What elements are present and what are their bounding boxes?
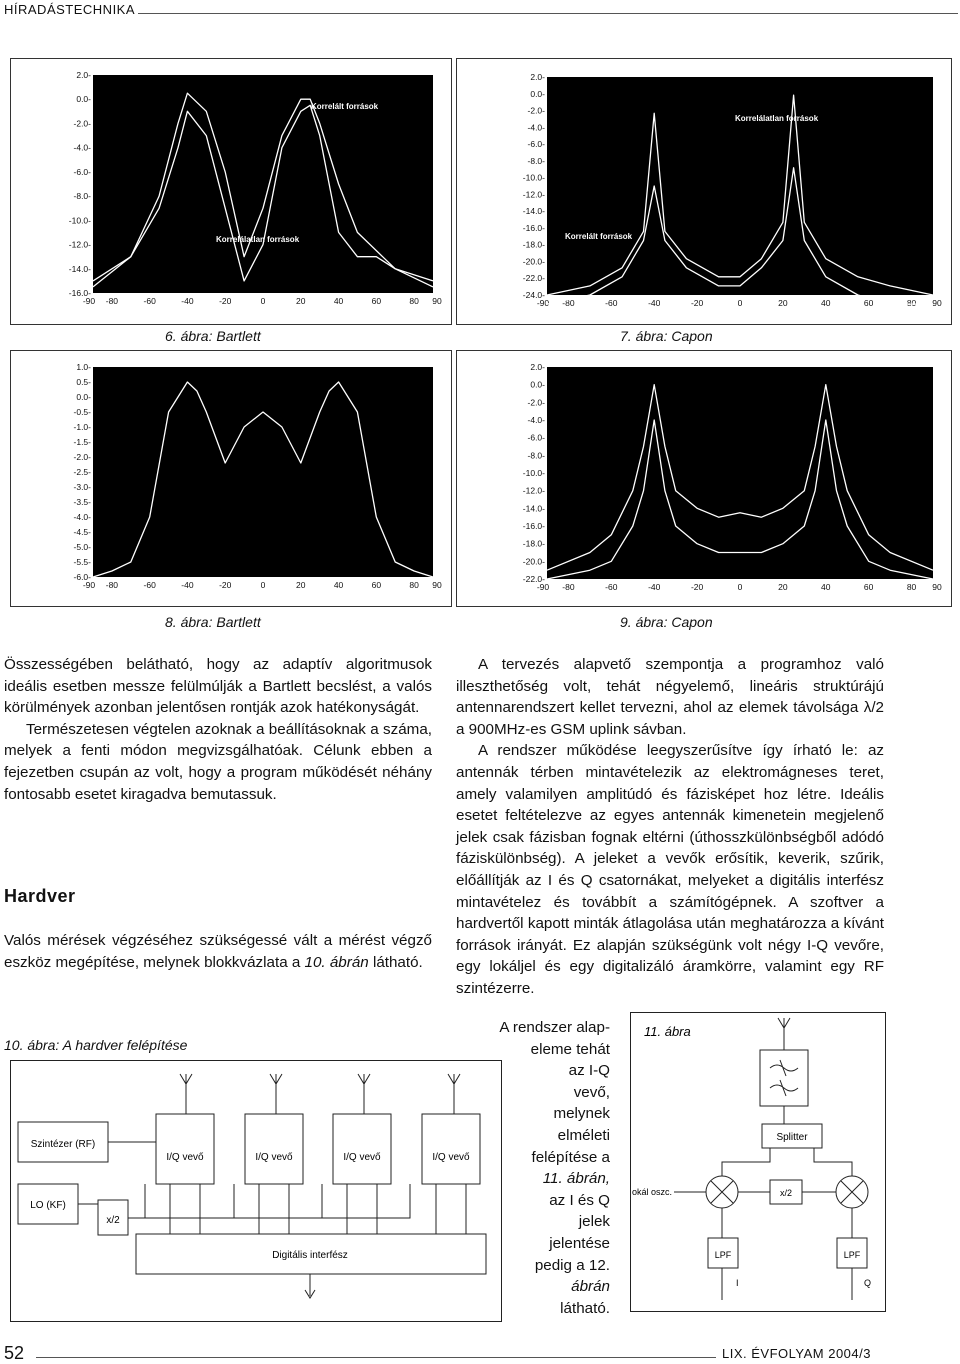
wrapped-text-line: melynek [553,1105,610,1123]
x-tick-label: -20 [219,296,232,306]
x-tick-label: -40 [648,582,661,592]
paragraph-text: látható. [368,953,423,971]
wrapped-text-line: elméleti [557,1126,610,1144]
wrapped-text-line: jelek [578,1213,610,1231]
page-number: 52 [4,1343,25,1363]
wrapped-text-line: vevő, [573,1083,610,1101]
antenna-icon [358,1074,370,1114]
y-tick-label: -4.0- [73,142,91,153]
y-tick-label: -8.0- [73,191,91,202]
figure-8-frame [10,350,452,607]
x-tick-label: -90 [536,582,550,592]
y-tick-label: -2.0- [73,118,91,129]
y-tick-label: -10.0- [522,468,545,478]
x-tick-label: -20 [690,298,704,308]
x-tick-label: -80 [105,580,119,590]
i-output-label: I [736,1278,739,1288]
annotation-label: Korrelált források [565,232,633,241]
figure-10-caption: 10. ábra: A hardver felépítése [4,1037,188,1053]
x-tick-label: 90 [432,296,442,306]
x-tick-label: 20 [296,296,306,306]
divider-label: x/2 [779,1188,793,1198]
figure-11-diagram [630,1012,886,1312]
x-tick-label: -40 [181,580,194,590]
x-tick-label: -40 [648,298,661,308]
y-tick-label: -5.5- [73,557,91,567]
x-tick-label: 60 [371,580,382,590]
y-tick-label: 0.0- [76,392,91,402]
figure-11-caption: 11. ábra [644,1024,691,1039]
x-tick-label: 60 [863,298,874,308]
wrapped-text-line: 11. ábrán, [542,1170,610,1188]
paragraph: Összességében belátható, hogy az adaptív algoritmusok ideális esetben messze felülmúlják a Bartlett becslést, a valós körülmények azonban jelentősen rontják azok hatékonyságát. [4,656,432,717]
y-tick-label: -6.0- [73,166,91,177]
x-tick-label: 90 [932,582,942,592]
antenna-icon [270,1074,282,1114]
figure-7-frame [456,58,952,325]
x-tick-label: 0 [737,298,743,308]
y-tick-label: -16.0- [522,222,545,233]
x-tick-label: -20 [690,582,704,592]
wrapped-text-line: az I és Q [549,1191,610,1209]
x-tick-label: -40 [181,296,194,306]
figure-8-chart [11,351,451,606]
y-tick-label: -18.0- [522,538,545,549]
wrapped-text-line: eleme tehát [530,1040,610,1058]
figure-8-caption: 8. ábra: Bartlett [165,614,261,630]
y-tick-label: -3.5- [73,497,91,507]
x-tick-label: -90 [82,296,96,306]
x-tick-label: 40 [333,580,344,590]
figure-9-frame [456,350,952,607]
y-tick-label: -3.0- [73,482,91,492]
y-tick-label: -16.0- [522,521,545,531]
bandpass-filter-block [760,1050,808,1106]
x-tick-label: 40 [333,296,344,306]
figure-7-caption: 7. ábra: Capon [620,328,713,344]
y-tick-label: -8.0- [527,155,545,166]
y-tick-label: -5.0- [73,542,91,552]
connection-lines [674,1148,852,1300]
y-tick-label: 0.0- [76,94,91,105]
wrapped-text-line: pedig a 12. [534,1256,610,1274]
y-tick-label: -22.0- [522,273,545,284]
y-tick-label: 2.0- [530,362,545,372]
paragraph: Természetesen végtelen azoknak a beállításoknak a száma, melyek a fenti módon megvizsgálhatóak. Célunk ebben a fejezetben csupán az volt, hogy a program működését néhány fontosabb esetet kiragadva bemutassuk. [4,720,432,803]
synthesizer-label: Szintézer (RF) [30,1139,96,1150]
x-tick-label: -20 [219,580,232,590]
y-tick-label: 2.0- [76,70,91,80]
receiver-block [156,1114,214,1184]
figure-10-diagram [10,1060,502,1322]
y-tick-label: 2.0- [530,72,545,82]
y-tick-label: -10.0- [68,215,91,226]
figure-6-chart [11,59,451,324]
y-tick-label: -12.0- [68,239,91,250]
annotation-label: Korrelált források [311,102,379,111]
y-tick-label: -10.0- [522,172,545,183]
header-rule [138,13,958,14]
mixer-q-cross [841,1181,863,1203]
y-tick-label: -16.0- [68,288,91,298]
filter-symbol-icon [770,1060,798,1096]
x-tick-label: 20 [778,298,788,308]
lpf-q-label: LPF [843,1250,861,1260]
y-tick-label: -18.0- [522,239,545,250]
receiver-block [333,1114,391,1184]
y-tick-label: 0.0- [530,379,545,390]
section-header: HÍRADÁSTECHNIKA [4,2,136,17]
y-tick-label: -20.0- [522,556,545,567]
x-tick-label: 40 [821,298,831,308]
x-tick-label: 80 [409,296,419,306]
antenna-icon [448,1074,460,1114]
wrapped-text-line: ábrán [571,1278,610,1296]
footer-rule [36,1357,716,1358]
receiver-block [245,1114,303,1184]
plot-area [547,367,933,579]
figure-6-frame [10,58,452,325]
annotation-label: Korrelálatlan források [735,114,819,123]
wrapped-text-line: látható. [560,1299,610,1317]
wrapped-text-line: az I-Q [568,1062,610,1080]
y-tick-label: -2.0- [73,452,91,462]
section-title: Hardver [4,886,76,906]
annotation-label: Korrelálatlan források [216,235,300,244]
plot-area [93,367,433,577]
y-tick-label: -20.0- [522,256,545,267]
right-column-text [456,654,884,1000]
paragraph: A rendszer működése leegyszerűsítve így írható le: az antennák térben mintavételezik az elektromágneses teret, amely valamilyen amplitúdó és fázisképet hoz létre. Ideális esetet feltételezve az egyes antennák kimenetein megjelenő jelek csak fázisban fognak eltérni (úthosszkülönbségből adódó fáziskülönbség). A jeleket a vevők erősítik, keverik, szűrik, előállítják az I és Q csatornákat, melyeket a digitális interfész mintavételez és továbbít a számítógépnek. A szoftver a hardvertől kapott minták átlagolása után meghatározza a kívánt források irányát. Ez alapján szükségünk volt négy I-Q vevőre, egy lokáljel és egy digitalizáló áramkörre, valamint egy RF szintézerre. [456,742,884,997]
y-tick-label: -8.0- [527,450,545,461]
x-tick-label: 80 [409,580,419,590]
x-tick-label: -80 [105,296,119,306]
y-tick-label: -6.0- [527,432,545,443]
antenna-icon [180,1074,192,1114]
lpf-i-label: LPF [714,1250,732,1260]
x-tick-label: -60 [605,582,618,592]
splitter-label: Splitter [776,1132,808,1143]
figure-9-chart [457,351,951,606]
y-tick-label: -24.0- [522,290,545,300]
x-tick-label: 0 [260,296,266,306]
y-tick-label: -4.0- [527,415,545,425]
lo-label: LO (KF) [30,1200,66,1211]
wrapped-text-line: felépítése a [531,1148,610,1166]
issue-label: LIX. ÉVFOLYAM 2004/3 [722,1346,871,1361]
x-tick-label: 90 [932,298,942,308]
q-output-label: Q [864,1278,872,1288]
y-tick-label: -1.5- [73,437,91,447]
receiver-label: I/Q vevő [255,1152,293,1163]
x-tick-label: 0 [737,582,743,592]
y-tick-label: 0.0- [530,88,545,99]
figure-reference: 10. ábrán [304,953,369,971]
hardware-paragraph [4,930,432,973]
y-tick-label: -4.0- [527,122,545,133]
y-tick-label: -14.0- [522,206,545,217]
y-tick-label: -14.0- [522,503,545,514]
x-tick-label: -80 [562,298,575,308]
x-tick-label: -60 [605,298,618,308]
paragraph: A tervezés alapvető szempontja a programhoz való illeszthetőség volt, tehát négyelemő, lineáris struktúrájú antennarendszert kellet tervezni, ahol az elemek távolsága λ/2 a 900MHz-es GSM uplink sávban. [456,656,884,738]
wrapped-text-line: A rendszer alap- [499,1019,610,1036]
plot-area [547,77,933,295]
x-tick-label: -60 [143,296,156,306]
figure-6-caption: 6. ábra: Bartlett [165,328,261,344]
x-tick-label: 20 [778,582,788,592]
receiver-label: I/Q vevő [432,1152,470,1163]
y-tick-label: -4.0- [73,512,91,522]
y-tick-label: -22.0- [522,574,545,584]
mixer-i-cross [711,1181,733,1203]
y-tick-label: -4.5- [73,527,91,537]
x-tick-label: 20 [296,580,306,590]
receiver-label: I/Q vevő [343,1152,381,1163]
y-tick-label: -2.0- [527,105,545,116]
x-tick-label: -90 [536,298,550,308]
receiver-block [422,1114,480,1184]
x-tick-label: 0 [260,580,266,590]
antenna-icon [778,1018,790,1050]
x-tick-label: -90 [82,580,96,590]
left-column-text [4,654,432,805]
y-tick-label: -0.5- [73,407,91,417]
figure-7-chart [457,59,951,324]
x-tick-label: 60 [863,582,874,592]
x-tick-label: 60 [371,296,382,306]
x-tick-label: 90 [432,580,442,590]
y-tick-label: 1.0- [76,362,91,372]
local-osc-label: okál oszc. [632,1187,673,1197]
divider-label: x/2 [106,1215,120,1226]
y-tick-label: -6.0- [527,139,545,150]
wrapped-text-line: jelentése [549,1234,610,1252]
y-tick-label: -1.0- [73,422,91,432]
x-tick-label: -80 [562,582,575,592]
x-tick-label: 80 [906,582,917,592]
y-tick-label: -14.0- [68,263,91,274]
y-tick-label: -12.0- [522,189,545,200]
x-tick-label: 40 [821,582,831,592]
y-tick-label: -6.0- [73,572,91,582]
y-tick-label: -12.0- [522,485,545,496]
receiver-label: I/Q vevő [166,1152,204,1163]
figure-9-caption: 9. ábra: Capon [620,614,713,630]
x-tick-label: 80 [906,298,917,308]
y-tick-label: 0.5- [76,377,91,387]
paragraph-text: Valós mérések végzéséhez szükségessé vált a mérést végző eszköz megépítése, melynek blokkvázlata a [4,932,432,971]
y-tick-label: -2.5- [73,467,91,477]
digital-interface-label: Digitális interfész [272,1250,348,1261]
x-tick-label: -60 [143,580,156,590]
y-tick-label: -2.0- [527,397,545,408]
